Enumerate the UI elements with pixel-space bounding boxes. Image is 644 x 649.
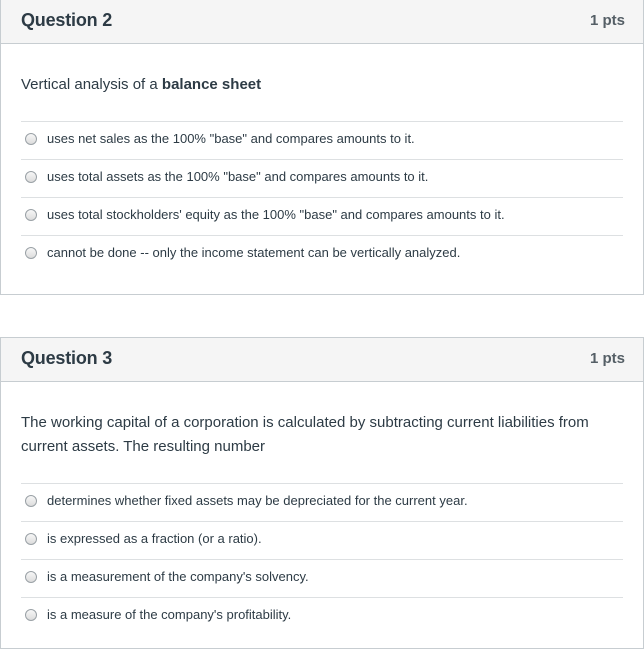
radio-button[interactable] xyxy=(25,209,37,221)
answer-label[interactable]: uses net sales as the 100% "base" and compares amounts to it. xyxy=(47,131,415,146)
question-2-prompt-bold: balance sheet xyxy=(161,76,262,93)
answer-option[interactable] xyxy=(21,559,623,597)
question-3-title: Question 3 xyxy=(21,348,113,368)
answer-option[interactable] xyxy=(21,235,623,273)
question-3-points: 1 pts xyxy=(589,350,625,367)
radio-button[interactable] xyxy=(25,495,37,507)
answer-label[interactable]: uses total stockholders' equity as the 100% "base" and compares amounts to it. xyxy=(47,207,505,222)
question-3-answers xyxy=(21,483,623,635)
question-2-points: 1 pts xyxy=(589,12,625,29)
answer-option[interactable] xyxy=(21,597,623,635)
answer-label[interactable]: cannot be done -- only the income statement can be vertically analyzed. xyxy=(47,245,461,260)
answer-option[interactable] xyxy=(21,197,623,235)
answer-label[interactable]: is expressed as a fraction (or a ratio). xyxy=(47,531,262,546)
answer-option[interactable] xyxy=(21,121,623,159)
answer-label[interactable]: uses total assets as the 100% "base" and compares amounts to it. xyxy=(47,169,429,184)
question-3-card xyxy=(0,337,644,649)
question-3-header xyxy=(1,338,643,382)
radio-button[interactable] xyxy=(25,171,37,183)
question-2-card xyxy=(0,0,644,295)
radio-button[interactable] xyxy=(25,133,37,145)
question-2-title: Question 2 xyxy=(21,10,113,30)
answer-option[interactable] xyxy=(21,521,623,559)
answer-option[interactable] xyxy=(21,483,623,521)
answer-label[interactable]: is a measurement of the company's solvency. xyxy=(47,569,309,584)
answer-label[interactable]: determines whether fixed assets may be depreciated for the current year. xyxy=(47,493,468,508)
question-3-prompt: The working capital of a corporation is calculated by subtracting current liabilities from current assets. The resulting number xyxy=(21,414,589,455)
answer-label[interactable]: is a measure of the company's profitability. xyxy=(47,607,292,622)
question-2-header xyxy=(1,0,643,44)
answer-option[interactable] xyxy=(21,159,623,197)
question-2-answers xyxy=(21,121,623,273)
radio-button[interactable] xyxy=(25,609,37,621)
question-2-prompt-text: Vertical analysis of a xyxy=(21,76,162,93)
question-2-prompt xyxy=(21,73,623,97)
radio-button[interactable] xyxy=(25,533,37,545)
radio-button[interactable] xyxy=(25,247,37,259)
radio-button[interactable] xyxy=(25,571,37,583)
